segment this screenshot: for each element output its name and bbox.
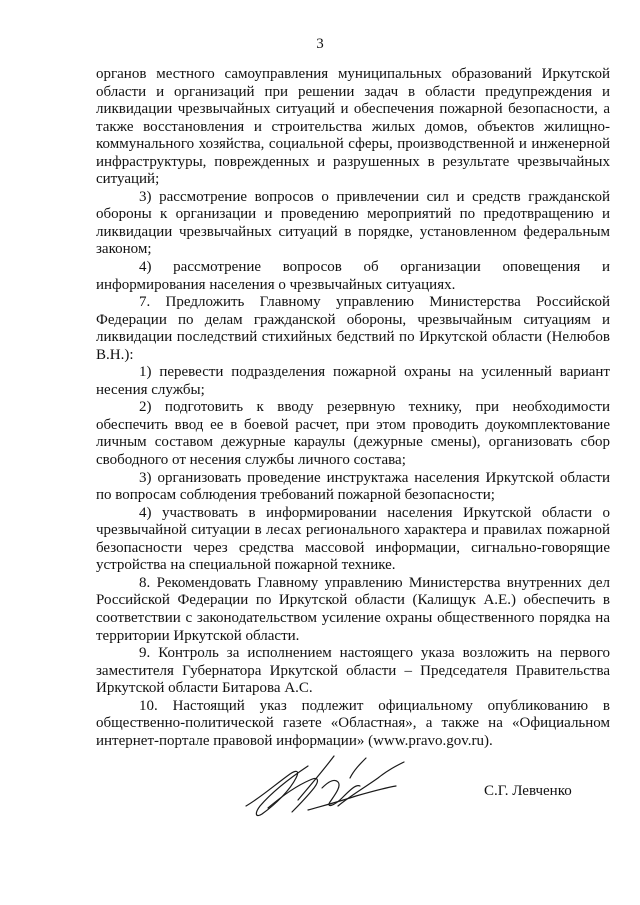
handwritten-signature (238, 748, 418, 828)
page-number: 3 (316, 36, 324, 52)
signer-name: С.Г. Левченко (484, 783, 572, 799)
paragraph-clause-7-item-1: 1) перевести подразделения пожарной охраны на усиленный вариант несения службы; (96, 364, 610, 398)
document-body (96, 66, 610, 750)
paragraph-item-3: 3) рассмотрение вопросов о привлечении сил и средств гражданской обороны к организации и проведению мероприятий по предотвращению и ликвидации чрезвычайных ситуаций в порядке, установленном федеральным законом; (96, 188, 610, 258)
paragraph-continuation: органов местного самоуправления муниципальных образований Иркутской области и организаций при решении задач в области предупреждения и ликвидации чрезвычайных ситуаций и обеспечения пожарной безопасности, а также восстановления и строительства жилых домов, объектов жилищно-коммунального хозяйства, социальной сферы, производственной и инженерной инфраструктуры, поврежденных и разрушенных в результате чрезвычайных ситуаций; (96, 66, 610, 188)
paragraph-clause-7-item-3: 3) организовать проведение инструктажа населения Иркутской области по вопросам соблюдения требований пожарной безопасности; (96, 469, 610, 504)
paragraph-clause-7-item-2: 2) подготовить к вводу резервную технику, при необходимости обеспечить ввод ее в боевой расчет, при этом проводить доукомплектование личным составом дежурные караулы (дежурные смены), организовать сбор свободного от несения службы личного состава; (96, 399, 610, 469)
paragraph-clause-9: 9. Контроль за исполнением настоящего указа возложить на первого заместителя Губернатора Иркутской области – Председателя Правительства Иркутской области Битарова А.С. (96, 645, 610, 697)
paragraph-clause-8: 8. Рекомендовать Главному управлению Министерства внутренних дел Российской Федерации по Иркутской области (Калищук А.Е.) обеспечить в соответствии с законодательством усиление охраны общественного порядка на территории Иркутской области. (96, 574, 610, 644)
paragraph-clause-7: 7. Предложить Главному управлению Министерства Российской Федерации по делам гражданской обороны, чрезвычайным ситуациям и ликвидации последствий стихийных бедствий по Иркутской области (Нелюбов В.Н.): (96, 294, 610, 363)
paragraph-item-4: 4) рассмотрение вопросов об организации оповещения и информирования населения о чрезвычайных ситуациях. (96, 259, 610, 293)
paragraph-clause-7-item-4: 4) участвовать в информировании населения Иркутской области о чрезвычайной ситуации в лесах регионального характера и правилах пожарной безопасности через средства массовой информации, сигнально-говорящие устройства на специальной пожарной технике. (96, 504, 610, 574)
paragraph-clause-10: 10. Настоящий указ подлежит официальному опубликованию в общественно-политической газете «Областная», а также на «Официальном интернет-портале правовой информации» (www.pravo.gov.ru). (96, 697, 610, 749)
signature-mark (238, 748, 418, 828)
